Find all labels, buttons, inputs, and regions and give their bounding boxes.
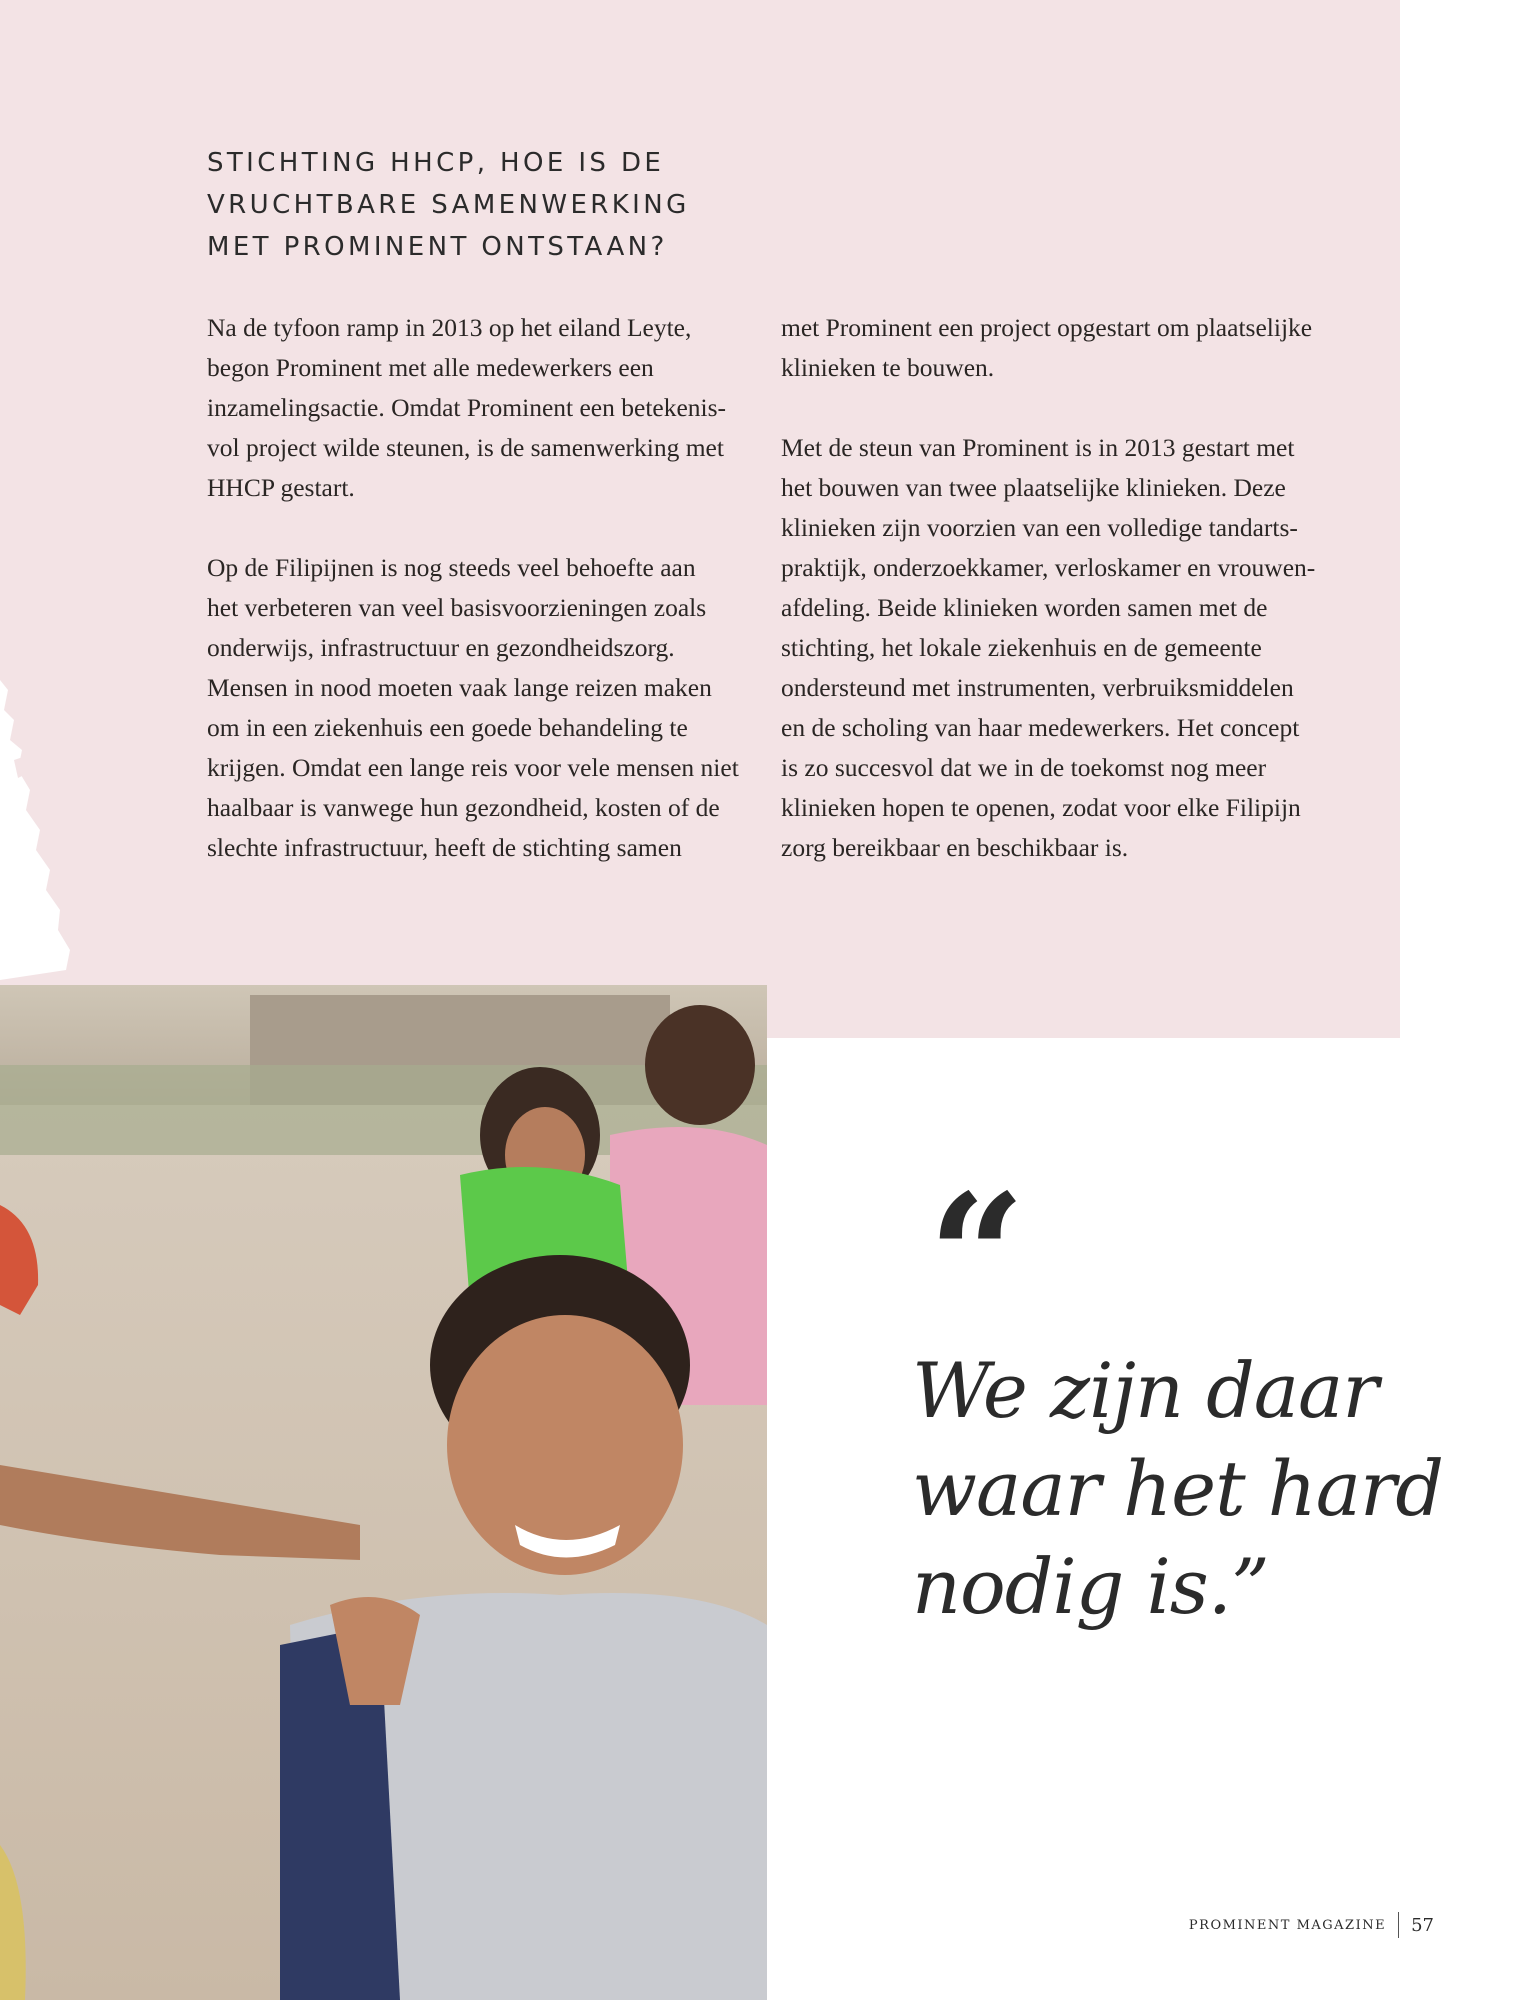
quote-mark: “ bbox=[928, 1157, 1026, 1357]
heading-line: STICHTING HHCP, HOE IS DE bbox=[207, 148, 665, 178]
text-line: ondersteund met instrumenten, verbruiksmiddelen bbox=[781, 673, 1294, 702]
text-line: HHCP gestart. bbox=[207, 473, 355, 502]
text-line: onderwijs, infrastructuur en gezondheidszorg. bbox=[207, 633, 675, 662]
text-line: stichting, het lokale ziekenhuis en de gemeente bbox=[781, 633, 1262, 662]
text-line: praktijk, onderzoekkamer, verloskamer en vrouwen- bbox=[781, 553, 1316, 582]
pull-quote bbox=[912, 1342, 1444, 1636]
body-column-left bbox=[207, 308, 767, 908]
paragraph bbox=[207, 308, 767, 508]
text-line: zorg bereikbaar en beschikbaar is. bbox=[781, 833, 1129, 862]
text-line: haalbaar is vanwege hun gezondheid, kosten of de bbox=[207, 793, 720, 822]
text-line: inzamelingsactie. Omdat Prominent een betekenis- bbox=[207, 393, 727, 422]
text-line: Na de tyfoon ramp in 2013 op het eiland Leyte, bbox=[207, 313, 692, 342]
text-line: en de scholing van haar medewerkers. Het concept bbox=[781, 713, 1300, 742]
paragraph bbox=[781, 428, 1341, 868]
heading-line: VRUCHTBARE SAMENWERKING bbox=[207, 190, 690, 220]
body-column-right bbox=[781, 308, 1341, 908]
page-footer bbox=[1189, 1912, 1434, 1938]
quote-line: We zijn daar bbox=[912, 1346, 1378, 1435]
text-line: Op de Filipijnen is nog steeds veel behoefte aan bbox=[207, 553, 696, 582]
text-line: Mensen in nood moeten vaak lange reizen maken bbox=[207, 673, 712, 702]
text-line: klinieken te bouwen. bbox=[781, 353, 995, 382]
page-number: 57 bbox=[1411, 1914, 1434, 1936]
quote-line: nodig is.” bbox=[912, 1542, 1269, 1631]
text-line: met Prominent een project opgestart om plaatselijke bbox=[781, 313, 1313, 342]
text-line: het bouwen van twee plaatselijke klinieken. Deze bbox=[781, 473, 1286, 502]
map-outline-decoration bbox=[0, 660, 80, 980]
text-line: afdeling. Beide klinieken worden samen met de bbox=[781, 593, 1268, 622]
children-photo bbox=[0, 985, 767, 2000]
magazine-name: PROMINENT MAGAZINE bbox=[1188, 1917, 1387, 1933]
heading-line: MET PROMINENT ONTSTAAN? bbox=[207, 232, 668, 262]
text-line: is zo succesvol dat we in de toekomst nog meer bbox=[781, 753, 1267, 782]
text-line: klinieken hopen te openen, zodat voor elke Filipijn bbox=[781, 793, 1301, 822]
section-heading bbox=[207, 142, 807, 268]
paragraph bbox=[781, 308, 1341, 388]
footer-divider bbox=[1398, 1912, 1399, 1938]
quote-line: waar het hard bbox=[912, 1444, 1444, 1533]
text-line: slechte infrastructuur, heeft de stichting samen bbox=[207, 833, 682, 862]
text-line: vol project wilde steunen, is de samenwerking met bbox=[207, 433, 724, 462]
text-line: het verbeteren van veel basisvoorzieningen zoals bbox=[207, 593, 707, 622]
text-line: Met de steun van Prominent is in 2013 gestart met bbox=[781, 433, 1295, 462]
text-line: om in een ziekenhuis een goede behandeling te bbox=[207, 713, 688, 742]
text-line: krijgen. Omdat een lange reis voor vele mensen niet bbox=[207, 753, 739, 782]
text-line: begon Prominent met alle medewerkers een bbox=[207, 353, 654, 382]
text-line: klinieken zijn voorzien van een volledige tandarts- bbox=[781, 513, 1298, 542]
paragraph bbox=[207, 548, 767, 868]
